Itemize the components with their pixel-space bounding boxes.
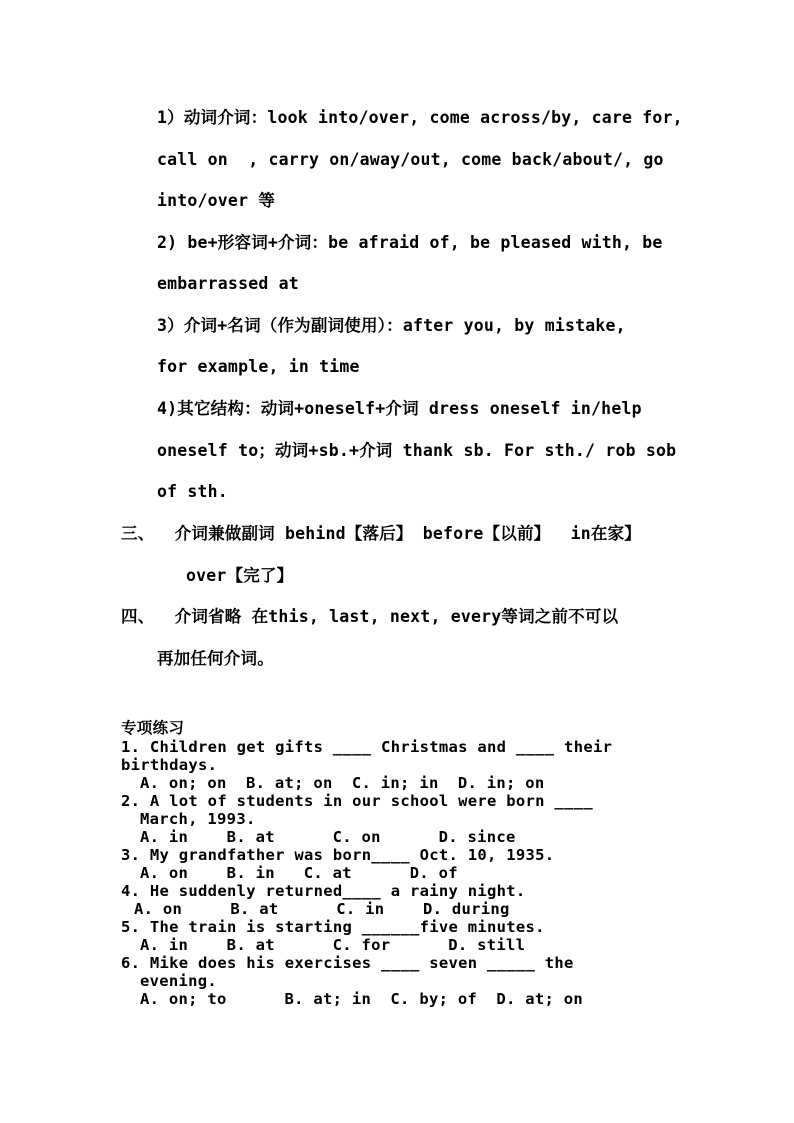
question-3-options: A. on B. in C. at D. of xyxy=(140,864,458,882)
question-6-line1: 6. Mike does his exercises ____ seven _____ the xyxy=(121,954,574,972)
item2-line1: 2) be+形容词+介词：be afraid of, be pleased with, be xyxy=(157,233,663,252)
question-5-line1: 5. The train is starting ______five minutes. xyxy=(121,918,545,936)
question-2-line1: 2. A lot of students in our school were born ____ xyxy=(121,792,593,810)
question-6-line2: evening. xyxy=(140,972,218,990)
question-6-options: A. on; to B. at; in C. by; of D. at; on xyxy=(140,990,584,1008)
question-5-options: A. in B. at C. for D. still xyxy=(140,936,526,954)
section-4-line2: 再加任何介词。 xyxy=(157,649,274,668)
item4-line2: oneself to；动词+sb.+介词 thank sb. For sth./ rob sob xyxy=(157,441,677,460)
item1-line1: 1）动词介词：look into/over, come across/by, care for, xyxy=(157,108,683,127)
item3-line1: 3）介词+名词（作为副词使用）：after you, by mistake, xyxy=(157,316,626,335)
item2-line2: embarrassed at xyxy=(157,274,299,293)
question-4-line1: 4. He suddenly returned____ a rainy night. xyxy=(121,882,526,900)
section-3-line2: over【完了】 xyxy=(186,566,294,585)
item1-line2: call on , carry on/away/out, come back/about/, go xyxy=(157,150,664,169)
question-1-options: A. on; on B. at; on C. in; in D. in; on xyxy=(140,774,545,792)
item4-line1: 4)其它结构：动词+oneself+介词 dress oneself in/help xyxy=(157,399,642,418)
question-1-line2: birthdays. xyxy=(121,756,218,774)
question-1-line1: 1. Children get gifts ____ Christmas and ____ their xyxy=(121,738,613,756)
question-4-options: A. on B. at C. in D. during xyxy=(134,900,510,918)
item4-line3: of sth. xyxy=(157,482,228,501)
practice-title: 专项练习 xyxy=(121,719,185,737)
question-3-line1: 3. My grandfather was born____ Oct. 10, 1935. xyxy=(121,846,555,864)
item1-line3: into/over 等 xyxy=(157,191,276,210)
question-2-line2: March, 1993. xyxy=(140,810,256,828)
section-4-heading: 四、 介词省略 在this, last, next, every等词之前不可以 xyxy=(121,607,619,626)
item3-line2: for example, in time xyxy=(157,357,360,376)
section-3-heading: 三、 介词兼做副词 behind【落后】 before【以前】 in在家】 xyxy=(121,524,641,543)
question-2-options: A. in B. at C. on D. since xyxy=(140,828,516,846)
